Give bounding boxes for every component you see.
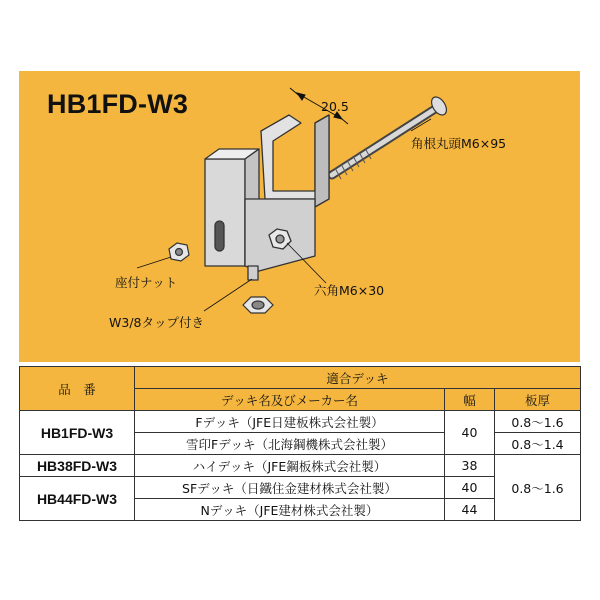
deck-cell: Nデッキ（JFE建材株式会社製） xyxy=(135,499,445,521)
header-thickness: 板厚 xyxy=(495,389,581,411)
width-cell: 40 xyxy=(445,477,495,499)
product-title: HB1FD-W3 xyxy=(47,89,189,119)
table-row xyxy=(20,455,581,477)
tap-label: W3/8タップ付き xyxy=(109,315,204,330)
width-cell: 40 xyxy=(445,411,495,455)
width-cell: 38 xyxy=(445,455,495,477)
thickness-cell: 0.8〜1.6 xyxy=(495,455,581,521)
table-row xyxy=(20,411,581,433)
compatibility-table xyxy=(19,366,581,521)
bolt-label: 角根丸頭M6×95 xyxy=(411,136,507,151)
seat-nut-illustration xyxy=(169,243,189,261)
product-cell: HB1FD-W3 xyxy=(20,411,135,455)
deck-cell: 雪印Fデッキ（北海鋼機株式会社製） xyxy=(135,433,445,455)
product-cell: HB44FD-W3 xyxy=(20,477,135,521)
seat-nut-label: 座付ナット xyxy=(115,275,178,290)
width-cell: 44 xyxy=(445,499,495,521)
header-width: 幅 xyxy=(445,389,495,411)
product-cell: HB38FD-W3 xyxy=(20,455,135,477)
header-product-no: 品 番 xyxy=(20,367,135,411)
hex-label: 六角M6×30 xyxy=(314,283,385,298)
dimension-label: 20.5 xyxy=(321,99,349,114)
header-compatible-deck: 適合デッキ xyxy=(135,367,581,389)
bracket-illustration xyxy=(205,115,329,280)
product-figure-panel xyxy=(19,71,580,362)
thickness-cell: 0.8〜1.4 xyxy=(495,433,581,455)
deck-cell: Fデッキ（JFE日建板株式会社製） xyxy=(135,411,445,433)
thickness-cell: 0.8〜1.6 xyxy=(495,411,581,433)
deck-cell: ハイデッキ（JFE鋼板株式会社製） xyxy=(135,455,445,477)
hex-nut-illustration xyxy=(243,297,273,313)
deck-cell: SFデッキ（日鐵住金建材株式会社製） xyxy=(135,477,445,499)
header-deck-name: デッキ名及びメーカー名 xyxy=(135,389,445,411)
